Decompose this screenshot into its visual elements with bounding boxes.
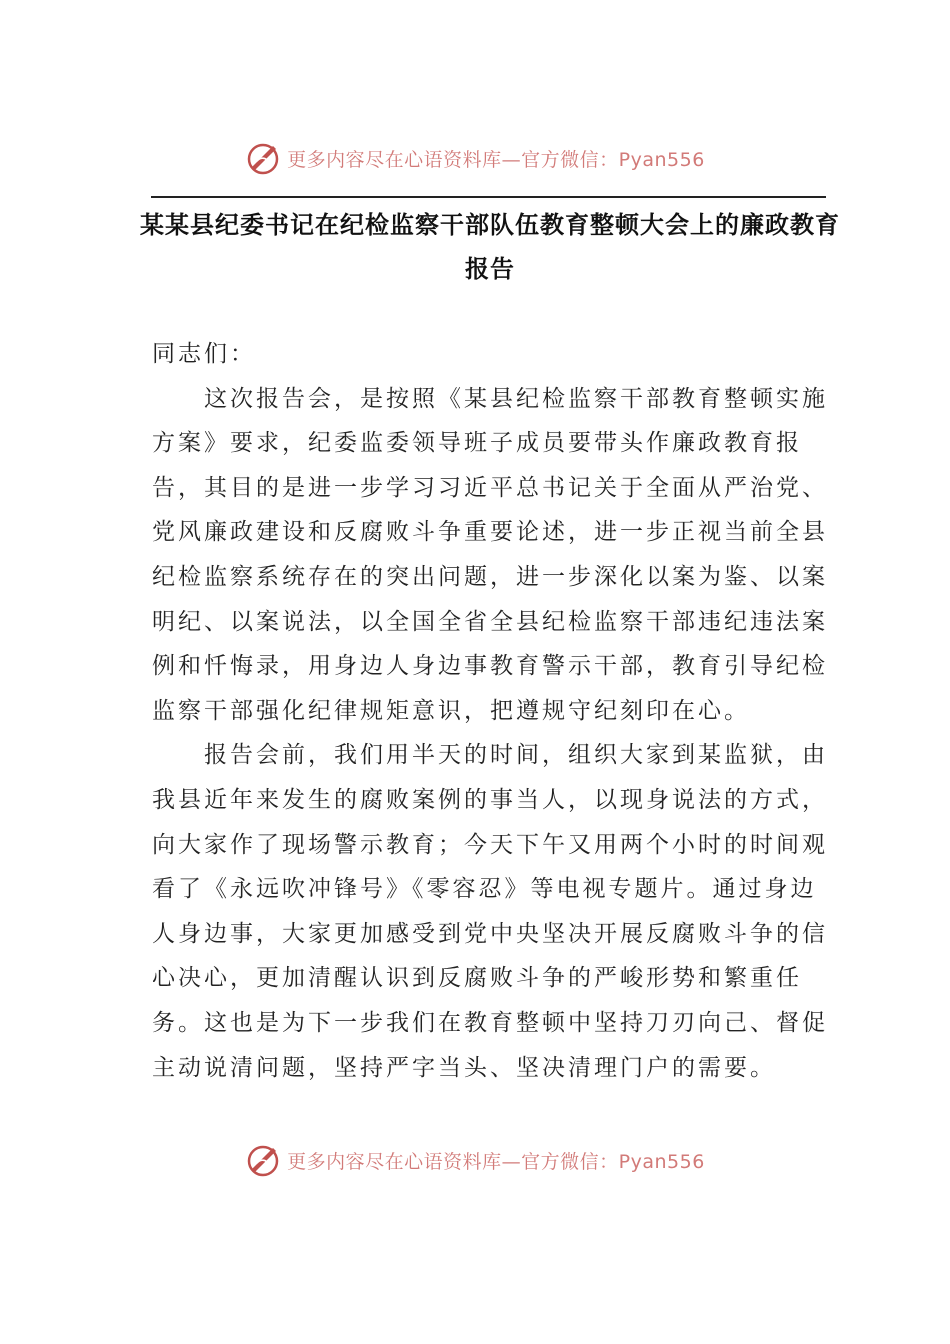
- header-banner: [0, 140, 950, 176]
- document-body: [152, 332, 842, 1090]
- banner-text: [287, 145, 705, 172]
- banner-wechat-id: Pyan556: [618, 148, 705, 171]
- banner-label: 更多内容尽在心语资料库—官方微信：: [287, 148, 619, 171]
- banner-label: 更多内容尽在心语资料库—官方微信：: [287, 1150, 619, 1173]
- document-title: 某某县纪委书记在纪检监察干部队伍教育整顿大会上的廉政教育报告: [140, 211, 840, 283]
- paragraph-2: 报告会前，我们用半天的时间，组织大家到某监狱，由我县近年来发生的腐败案例的事当人，以现身说法的方式，向大家作了现场警示教育；今天下午又用两个小时的时间观看了《永远吹冲锋号》《零容忍》等电视专题片。通过身边人身边事，大家更加感受到党中央坚决开展反腐败斗争的信心决心，更加清醒认识到反腐败斗争的严峻形势和繁重任务。这也是为下一步我们在教育整顿中坚持刀刃向己、督促主动说清问题，坚持严字当头、坚决清理门户的需要。: [152, 742, 828, 1081]
- salutation: 同志们：: [152, 341, 256, 367]
- footer-banner: [0, 1142, 950, 1178]
- header-divider: [151, 196, 826, 198]
- banner-wechat-id: Pyan556: [618, 1150, 705, 1173]
- pen-logo-icon: [245, 140, 281, 176]
- pen-logo-icon: [245, 1142, 281, 1178]
- banner-text: [287, 1147, 705, 1174]
- paragraph-1: 这次报告会，是按照《某县纪检监察干部教育整顿实施方案》要求，纪委监委领导班子成员要带头作廉政教育报告，其目的是进一步学习习近平总书记关于全面从严治党、党风廉政建设和反腐败斗争重要论述，进一步正视当前全县纪检监察系统存在的突出问题，进一步深化以案为鉴、以案明纪、以案说法，以全国全省全县纪检监察干部违纪违法案例和忏悔录，用身边人身边事教育警示干部，教育引导纪检监察干部强化纪律规矩意识，把遵规守纪刻印在心。: [152, 385, 828, 724]
